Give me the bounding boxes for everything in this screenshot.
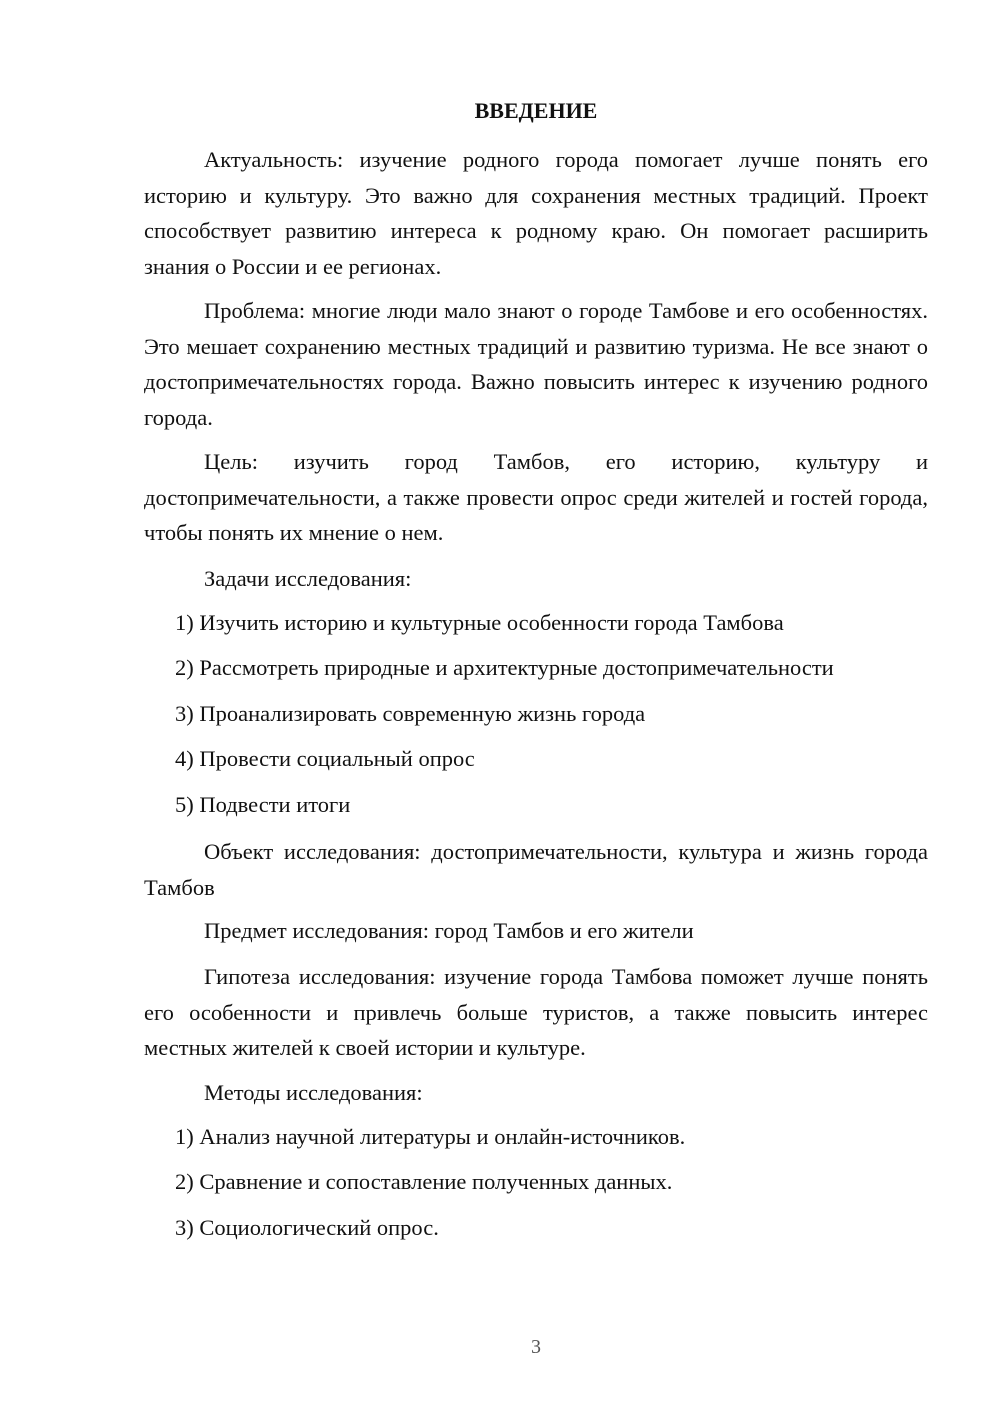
page-number: 3 bbox=[531, 1336, 541, 1358]
task-item: 5) Подвести итоги bbox=[175, 792, 351, 817]
method-item: 2) Сравнение и сопоставление полученных данных. bbox=[175, 1169, 673, 1194]
object-paragraph: Объект исследования: достопримечательности, культура и жизнь города Тамбов bbox=[144, 839, 928, 900]
subject-paragraph: Предмет исследования: город Тамбов и его жители bbox=[204, 918, 694, 943]
goal-paragraph: Цель: изучить город Тамбов, его историю, культуру и достопримечательности, а также провести опрос среди жителей и гостей города, чтобы понять их мнение о нем. bbox=[144, 449, 928, 545]
task-item: 2) Рассмотреть природные и архитектурные достопримечательности bbox=[175, 655, 834, 680]
relevance-paragraph: Актуальность: изучение родного города помогает лучше понять его историю и культуру. Это важно для сохранения местных традиций. Проект способствует развитию интереса к родному краю. Он помогает расширить знания о России и ее регионах. bbox=[144, 147, 928, 279]
methods-heading: Методы исследования: bbox=[204, 1080, 423, 1105]
hypothesis-paragraph: Гипотеза исследования: изучение города Тамбова поможет лучше понять его особенности и привлечь больше туристов, а также повысить интерес местных жителей к своей истории и культуре. bbox=[144, 964, 928, 1060]
method-item: 3) Социологический опрос. bbox=[175, 1215, 439, 1240]
task-item: 4) Провести социальный опрос bbox=[175, 746, 475, 771]
task-item: 1) Изучить историю и культурные особенности города Тамбова bbox=[175, 610, 784, 635]
task-item: 3) Проанализировать современную жизнь города bbox=[175, 701, 646, 726]
problem-paragraph: Проблема: многие люди мало знают о городе Тамбове и его особенностях. Это мешает сохранению местных традиций и развитию туризма. Не все знают о достопримечательностях города. Важно повысить интерес к изучению родного города. bbox=[144, 298, 928, 430]
method-item: 1) Анализ научной литературы и онлайн-источников. bbox=[175, 1124, 686, 1149]
section-heading: ВВЕДЕНИЕ bbox=[474, 98, 598, 123]
tasks-heading: Задачи исследования: bbox=[204, 566, 412, 591]
